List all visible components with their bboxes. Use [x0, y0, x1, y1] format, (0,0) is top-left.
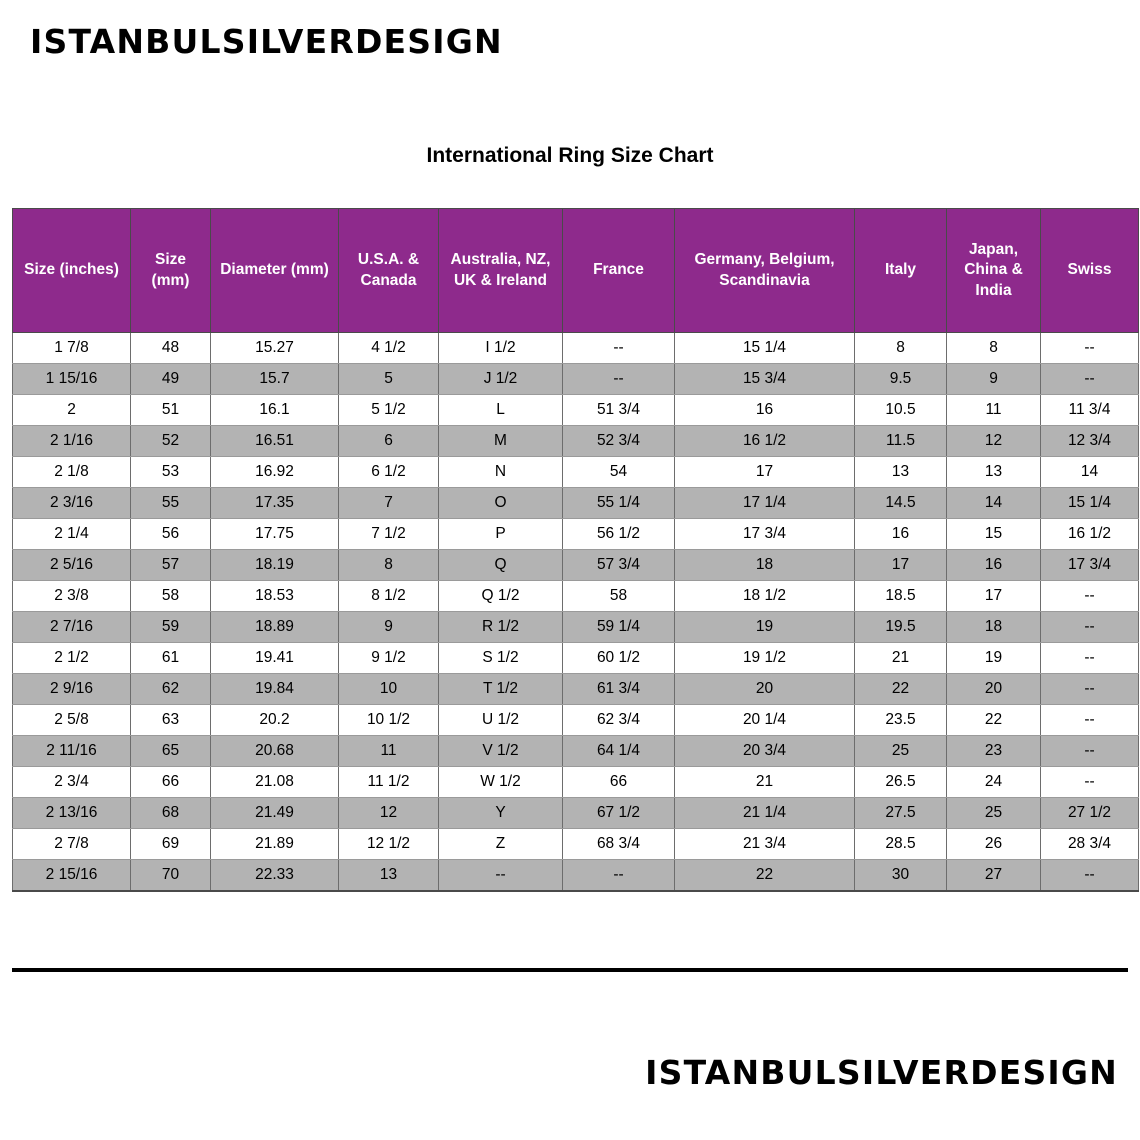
cell-diameter-mm: 16.1 — [211, 395, 339, 426]
cell-size-inches: 2 7/16 — [13, 612, 131, 643]
cell-size-inches: 2 7/8 — [13, 829, 131, 860]
table-row — [13, 798, 1139, 829]
cell-size-mm: 63 — [131, 705, 211, 736]
cell-usa-canada: 4 1/2 — [339, 333, 439, 364]
ring-size-table — [12, 208, 1139, 892]
cell-italy: 26.5 — [855, 767, 947, 798]
cell-japan-china-india: 25 — [947, 798, 1041, 829]
cell-japan-china-india: 17 — [947, 581, 1041, 612]
cell-japan-china-india: 19 — [947, 643, 1041, 674]
cell-diameter-mm: 22.33 — [211, 860, 339, 891]
cell-size-inches: 2 3/16 — [13, 488, 131, 519]
table-row — [13, 860, 1139, 891]
cell-diameter-mm: 18.89 — [211, 612, 339, 643]
table-row — [13, 426, 1139, 457]
table-row — [13, 395, 1139, 426]
column-header-size-mm: Size (mm) — [131, 209, 211, 333]
cell-swiss: -- — [1041, 767, 1139, 798]
cell-italy: 18.5 — [855, 581, 947, 612]
cell-france: 59 1/4 — [563, 612, 675, 643]
cell-france: -- — [563, 860, 675, 891]
cell-swiss: -- — [1041, 581, 1139, 612]
cell-germany-belgium-scandinavia: 19 — [675, 612, 855, 643]
cell-australia-nz-uk-ireland: Q 1/2 — [439, 581, 563, 612]
column-header-size-inches: Size (inches) — [13, 209, 131, 333]
table-row — [13, 767, 1139, 798]
cell-size-mm: 66 — [131, 767, 211, 798]
table-row — [13, 612, 1139, 643]
cell-swiss: 27 1/2 — [1041, 798, 1139, 829]
cell-size-mm: 61 — [131, 643, 211, 674]
cell-swiss: -- — [1041, 860, 1139, 891]
cell-size-mm: 48 — [131, 333, 211, 364]
cell-size-inches: 1 7/8 — [13, 333, 131, 364]
cell-australia-nz-uk-ireland: R 1/2 — [439, 612, 563, 643]
table-row — [13, 333, 1139, 364]
column-header-italy: Italy — [855, 209, 947, 333]
cell-germany-belgium-scandinavia: 18 1/2 — [675, 581, 855, 612]
cell-diameter-mm: 15.27 — [211, 333, 339, 364]
cell-france: 61 3/4 — [563, 674, 675, 705]
cell-germany-belgium-scandinavia: 19 1/2 — [675, 643, 855, 674]
cell-australia-nz-uk-ireland: Q — [439, 550, 563, 581]
cell-japan-china-india: 14 — [947, 488, 1041, 519]
cell-italy: 19.5 — [855, 612, 947, 643]
column-header-germany-belgium-scandinavia: Germany, Belgium, Scandinavia — [675, 209, 855, 333]
cell-usa-canada: 8 1/2 — [339, 581, 439, 612]
cell-france: 52 3/4 — [563, 426, 675, 457]
cell-size-inches: 2 1/4 — [13, 519, 131, 550]
cell-size-inches: 2 — [13, 395, 131, 426]
cell-diameter-mm: 18.53 — [211, 581, 339, 612]
cell-france: 66 — [563, 767, 675, 798]
cell-swiss: -- — [1041, 333, 1139, 364]
cell-swiss: -- — [1041, 736, 1139, 767]
cell-size-inches: 2 3/8 — [13, 581, 131, 612]
cell-italy: 13 — [855, 457, 947, 488]
cell-usa-canada: 6 — [339, 426, 439, 457]
cell-swiss: 16 1/2 — [1041, 519, 1139, 550]
cell-diameter-mm: 21.08 — [211, 767, 339, 798]
table-row — [13, 705, 1139, 736]
cell-diameter-mm: 20.68 — [211, 736, 339, 767]
cell-italy: 21 — [855, 643, 947, 674]
cell-france: 58 — [563, 581, 675, 612]
cell-size-inches: 2 11/16 — [13, 736, 131, 767]
cell-size-mm: 52 — [131, 426, 211, 457]
cell-swiss: 17 3/4 — [1041, 550, 1139, 581]
cell-size-mm: 59 — [131, 612, 211, 643]
cell-size-inches: 2 5/16 — [13, 550, 131, 581]
cell-usa-canada: 10 — [339, 674, 439, 705]
cell-france: -- — [563, 364, 675, 395]
cell-usa-canada: 12 1/2 — [339, 829, 439, 860]
cell-usa-canada: 13 — [339, 860, 439, 891]
cell-australia-nz-uk-ireland: O — [439, 488, 563, 519]
cell-japan-china-india: 26 — [947, 829, 1041, 860]
cell-japan-china-india: 16 — [947, 550, 1041, 581]
table-row — [13, 581, 1139, 612]
cell-swiss: -- — [1041, 612, 1139, 643]
cell-usa-canada: 9 — [339, 612, 439, 643]
cell-germany-belgium-scandinavia: 17 3/4 — [675, 519, 855, 550]
cell-size-mm: 51 — [131, 395, 211, 426]
cell-germany-belgium-scandinavia: 18 — [675, 550, 855, 581]
cell-japan-china-india: 23 — [947, 736, 1041, 767]
cell-australia-nz-uk-ireland: V 1/2 — [439, 736, 563, 767]
cell-swiss: -- — [1041, 674, 1139, 705]
cell-germany-belgium-scandinavia: 22 — [675, 860, 855, 891]
table-row — [13, 643, 1139, 674]
cell-australia-nz-uk-ireland: -- — [439, 860, 563, 891]
cell-swiss: -- — [1041, 364, 1139, 395]
horizontal-divider — [12, 968, 1128, 972]
brand-title-bottom: ISTANBULSILVERDESIGN — [645, 1053, 1118, 1092]
column-header-australia-nz-uk-ireland: Australia, NZ, UK & Ireland — [439, 209, 563, 333]
column-header-swiss: Swiss — [1041, 209, 1139, 333]
cell-italy: 28.5 — [855, 829, 947, 860]
cell-australia-nz-uk-ireland: U 1/2 — [439, 705, 563, 736]
table-row — [13, 674, 1139, 705]
cell-swiss: -- — [1041, 643, 1139, 674]
ring-size-table-container — [12, 208, 1128, 892]
cell-diameter-mm: 21.89 — [211, 829, 339, 860]
cell-germany-belgium-scandinavia: 20 1/4 — [675, 705, 855, 736]
cell-size-mm: 55 — [131, 488, 211, 519]
cell-italy: 30 — [855, 860, 947, 891]
cell-italy: 16 — [855, 519, 947, 550]
cell-size-inches: 2 1/2 — [13, 643, 131, 674]
cell-australia-nz-uk-ireland: Y — [439, 798, 563, 829]
cell-japan-china-india: 27 — [947, 860, 1041, 891]
cell-france: 60 1/2 — [563, 643, 675, 674]
cell-usa-canada: 12 — [339, 798, 439, 829]
table-row — [13, 519, 1139, 550]
cell-usa-canada: 11 1/2 — [339, 767, 439, 798]
cell-australia-nz-uk-ireland: S 1/2 — [439, 643, 563, 674]
cell-size-mm: 57 — [131, 550, 211, 581]
cell-australia-nz-uk-ireland: I 1/2 — [439, 333, 563, 364]
brand-title-top: ISTANBULSILVERDESIGN — [30, 22, 503, 61]
cell-germany-belgium-scandinavia: 17 — [675, 457, 855, 488]
cell-usa-canada: 6 1/2 — [339, 457, 439, 488]
cell-diameter-mm: 16.92 — [211, 457, 339, 488]
cell-japan-china-india: 13 — [947, 457, 1041, 488]
cell-size-inches: 2 3/4 — [13, 767, 131, 798]
cell-japan-china-india: 20 — [947, 674, 1041, 705]
column-header-japan-china-india: Japan, China & India — [947, 209, 1041, 333]
cell-germany-belgium-scandinavia: 21 — [675, 767, 855, 798]
table-body — [13, 333, 1139, 891]
cell-usa-canada: 7 1/2 — [339, 519, 439, 550]
cell-size-mm: 53 — [131, 457, 211, 488]
column-header-diameter-mm: Diameter (mm) — [211, 209, 339, 333]
cell-germany-belgium-scandinavia: 15 3/4 — [675, 364, 855, 395]
cell-japan-china-india: 24 — [947, 767, 1041, 798]
cell-australia-nz-uk-ireland: P — [439, 519, 563, 550]
cell-size-mm: 49 — [131, 364, 211, 395]
cell-swiss: 12 3/4 — [1041, 426, 1139, 457]
cell-size-mm: 65 — [131, 736, 211, 767]
cell-italy: 9.5 — [855, 364, 947, 395]
cell-australia-nz-uk-ireland: W 1/2 — [439, 767, 563, 798]
cell-france: 55 1/4 — [563, 488, 675, 519]
table-header — [13, 209, 1139, 333]
cell-diameter-mm: 20.2 — [211, 705, 339, 736]
cell-germany-belgium-scandinavia: 16 — [675, 395, 855, 426]
cell-size-mm: 58 — [131, 581, 211, 612]
cell-japan-china-india: 15 — [947, 519, 1041, 550]
cell-italy: 22 — [855, 674, 947, 705]
cell-swiss: 11 3/4 — [1041, 395, 1139, 426]
cell-swiss: 14 — [1041, 457, 1139, 488]
cell-japan-china-india: 8 — [947, 333, 1041, 364]
cell-italy: 23.5 — [855, 705, 947, 736]
cell-size-mm: 69 — [131, 829, 211, 860]
cell-swiss: 15 1/4 — [1041, 488, 1139, 519]
cell-france: 56 1/2 — [563, 519, 675, 550]
cell-italy: 8 — [855, 333, 947, 364]
cell-usa-canada: 8 — [339, 550, 439, 581]
table-row — [13, 736, 1139, 767]
cell-size-mm: 56 — [131, 519, 211, 550]
cell-italy: 14.5 — [855, 488, 947, 519]
cell-usa-canada: 10 1/2 — [339, 705, 439, 736]
cell-france: 51 3/4 — [563, 395, 675, 426]
cell-italy: 10.5 — [855, 395, 947, 426]
cell-italy: 27.5 — [855, 798, 947, 829]
cell-usa-canada: 5 — [339, 364, 439, 395]
cell-australia-nz-uk-ireland: M — [439, 426, 563, 457]
cell-japan-china-india: 9 — [947, 364, 1041, 395]
cell-germany-belgium-scandinavia: 17 1/4 — [675, 488, 855, 519]
cell-france: 62 3/4 — [563, 705, 675, 736]
table-header-row — [13, 209, 1139, 333]
cell-size-mm: 68 — [131, 798, 211, 829]
cell-diameter-mm: 17.35 — [211, 488, 339, 519]
cell-diameter-mm: 17.75 — [211, 519, 339, 550]
cell-size-inches: 2 9/16 — [13, 674, 131, 705]
cell-diameter-mm: 16.51 — [211, 426, 339, 457]
cell-diameter-mm: 18.19 — [211, 550, 339, 581]
cell-france: 57 3/4 — [563, 550, 675, 581]
cell-size-inches: 1 15/16 — [13, 364, 131, 395]
cell-size-inches: 2 1/16 — [13, 426, 131, 457]
cell-usa-canada: 7 — [339, 488, 439, 519]
cell-usa-canada: 5 1/2 — [339, 395, 439, 426]
cell-australia-nz-uk-ireland: J 1/2 — [439, 364, 563, 395]
cell-germany-belgium-scandinavia: 21 3/4 — [675, 829, 855, 860]
cell-australia-nz-uk-ireland: T 1/2 — [439, 674, 563, 705]
cell-italy: 17 — [855, 550, 947, 581]
cell-diameter-mm: 19.84 — [211, 674, 339, 705]
cell-swiss: -- — [1041, 705, 1139, 736]
cell-size-mm: 70 — [131, 860, 211, 891]
column-header-france: France — [563, 209, 675, 333]
cell-size-mm: 62 — [131, 674, 211, 705]
cell-australia-nz-uk-ireland: Z — [439, 829, 563, 860]
cell-size-inches: 2 13/16 — [13, 798, 131, 829]
cell-usa-canada: 9 1/2 — [339, 643, 439, 674]
cell-japan-china-india: 22 — [947, 705, 1041, 736]
table-row — [13, 550, 1139, 581]
table-row — [13, 457, 1139, 488]
cell-france: 68 3/4 — [563, 829, 675, 860]
cell-australia-nz-uk-ireland: L — [439, 395, 563, 426]
chart-title: International Ring Size Chart — [426, 144, 714, 167]
cell-usa-canada: 11 — [339, 736, 439, 767]
cell-size-inches: 2 15/16 — [13, 860, 131, 891]
cell-germany-belgium-scandinavia: 15 1/4 — [675, 333, 855, 364]
cell-germany-belgium-scandinavia: 16 1/2 — [675, 426, 855, 457]
table-row — [13, 488, 1139, 519]
cell-germany-belgium-scandinavia: 21 1/4 — [675, 798, 855, 829]
cell-france: -- — [563, 333, 675, 364]
cell-japan-china-india: 11 — [947, 395, 1041, 426]
cell-france: 67 1/2 — [563, 798, 675, 829]
column-header-usa-canada: U.S.A. & Canada — [339, 209, 439, 333]
cell-germany-belgium-scandinavia: 20 3/4 — [675, 736, 855, 767]
cell-diameter-mm: 15.7 — [211, 364, 339, 395]
cell-size-inches: 2 1/8 — [13, 457, 131, 488]
table-row — [13, 364, 1139, 395]
cell-diameter-mm: 19.41 — [211, 643, 339, 674]
cell-japan-china-india: 12 — [947, 426, 1041, 457]
table-row — [13, 829, 1139, 860]
cell-size-inches: 2 5/8 — [13, 705, 131, 736]
cell-italy: 25 — [855, 736, 947, 767]
cell-italy: 11.5 — [855, 426, 947, 457]
cell-australia-nz-uk-ireland: N — [439, 457, 563, 488]
cell-japan-china-india: 18 — [947, 612, 1041, 643]
cell-swiss: 28 3/4 — [1041, 829, 1139, 860]
cell-france: 64 1/4 — [563, 736, 675, 767]
cell-france: 54 — [563, 457, 675, 488]
cell-diameter-mm: 21.49 — [211, 798, 339, 829]
cell-germany-belgium-scandinavia: 20 — [675, 674, 855, 705]
